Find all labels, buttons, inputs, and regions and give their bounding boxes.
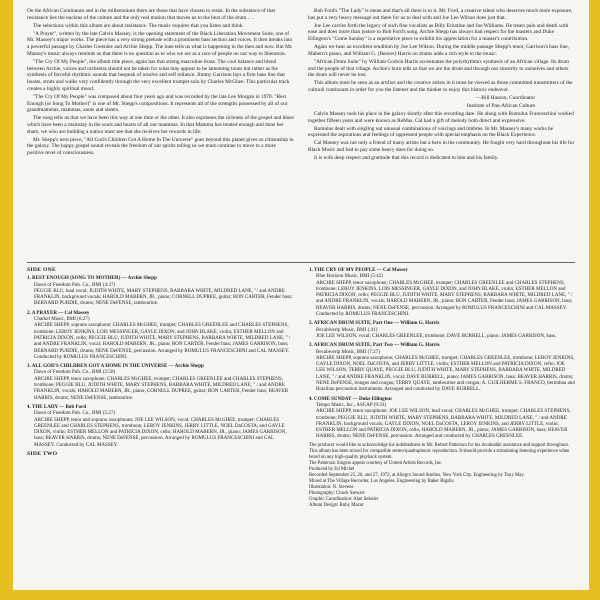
track-entry bbox=[27, 310, 293, 360]
liner-paragraph: Joe Lee carries forth the legacy of such fine vocalists as Billy Eckstine and Joe Williams. He treats pain and death with ease and does more than justice to Bob Ford's song. Archie Shepp has always had respect for the masters and Duke Ellington's "Come Sunday" is a superlative piece to exhibit his appreciation for a master's contribution. bbox=[308, 22, 569, 43]
signature-org: Institute of Pan-African Culture bbox=[466, 102, 535, 109]
track-entry bbox=[309, 267, 575, 317]
track-credits bbox=[27, 267, 575, 585]
track-entry bbox=[309, 342, 575, 392]
liner-paragraph: Bob Ford's "The Lady" is mean and that's all there is to it. Mr. Ford, a creative talent who deserves much more exposure, has put a very heavy message out there for us to deal with and Joe Lee Wilson does just that. bbox=[308, 8, 573, 21]
liner-paragraph: "The Cry Of My People" was composed about four years ago and was recorded by the late Lee Morgan in 1970. "Rest Enough (or Song To Mother)" is one of Mr. Shepp's compositions. It represents all of the strengths possessed by all of our grandmammas, mammas, aunts and sisters. bbox=[27, 93, 288, 114]
liner-paragraph: This album must be seen as an artifact and the creative artists in it must be viewed as those committed transmitters of the cultural continuum in order for you the listener and the thinker to enjoy this historic endeavor. bbox=[308, 80, 573, 93]
track-publisher: Dawn of Freedom Pub. Co., BMI (2:58) bbox=[34, 369, 116, 376]
liner-paragraph: On the African Continuum and in the millennnium there are those that have chosen to resist. In the substance of that resistance lies the nucleus of the culture and the only real motion that moves us to the beat of the drum . . . bbox=[27, 8, 275, 21]
graphic-credit: Graphic Coordination: Alan Sekuler bbox=[309, 496, 379, 502]
liner-paragraph: "A Prayer", written by the late Calvin Massey, is the opening statement of the Black Liberation Movement Suite, one of Mr. Massey's major works. The piece has a very strong prelude with a prominent bass section and voices. It then breaks into a powerful passage by Charles Greenlee and Archie Shepp. The tune tells us what is happening in the then and now. But Mr. Massey's music always reminds us that there is no question as to who we are as a race of people on our way to liberation. bbox=[27, 30, 293, 57]
track-personnel: ARCHIE SHEPP, soprano saxophone; CHARLES McGHEE, trumpet; CHARLES GREENLEE, trombone; LEROY JENKINS, GAYLE DIXON, NOEL DaCOSTA, and JERRY LITTLE, violin; ESTHER MELLON and PATRICIA DIXON, cello; JOE LEE WILSON, TERRY QUAYE, PEGGIE BLU, JUDITH WHITE, MARY STEPHENS, BARBARA WHITE, MILDRED LANE, " / and ANDRE FRANKLIN, vocal; DAVE BURRELL, piano; JAMES GARRISON, bass; BEAVER HARRIS, drums; NENE DeFENSE, bongos and congas; TERRY QUAYE, tambourine and congas; A. GUILHERME S. FRANCO, berimbau and Brazilian percussion instruments. Arranged and conducted by DAVE BURRELL. bbox=[316, 354, 575, 393]
track-publisher: Blue Horizon Music, BMI (5:42) bbox=[316, 273, 383, 280]
liner-paragraph: Cal Massey was not only a friend of many artists but a hero in the community. He fought very hard throughout his life for Black Music and had to pay some heavy dues for doing so. bbox=[308, 140, 575, 153]
signature-name: —Bill Hasson, Coordinator bbox=[476, 94, 535, 101]
design-credit: Album Design: Ruby Mazur bbox=[309, 502, 364, 508]
track-title: 1. REST ENOUGH (SONG TO MOTHER) — Archie Shepp bbox=[27, 275, 157, 282]
mixing-credit: Mixed at The Village Recorder, Los Angeles. Engineering by Baker Bigsby. bbox=[309, 478, 455, 484]
liner-notes bbox=[27, 8, 575, 260]
track-personnel: ARCHIE SHEPP, tenor saxophone; CHARLES McGHEE, trumpet; CHARLES GREENLEE and CHARLES STEPHENS, trombone; LEROY JENKINS, LOIS MESSINGER, GAYLE DIXON, and JOHN BLAKE, violin; ESTHER MELLON and PATRICIA DIXON, cello; PEGGIE BLU, JUDITH WHITE, MARY STEPHENS, BARBARA WHITE, MILDRED LANE, " / and ANDRE FRANKLIN, vocals; HAROLD MABERN, JR., piano; RON CARTER, Fender bass; JAMES GARRISON, bass; BEAVER HARRIS, drums; NENE DeFENSE, percussion. Arranged by ROMULUS FRANCESCHINI and CAL MASSEY. Conducted by ROMULUS FRANCESCHINI. bbox=[316, 279, 573, 318]
track-entry bbox=[27, 363, 293, 401]
production-notes bbox=[309, 443, 575, 509]
liner-paragraph: "African Drum Suite" by William Godvin Harris accentuates the polyrhythmic synthesis of an African village. Its drum and the people of that village. Archie's horn tells us that we are the drum and through our sincerity to ourselves and others the drum will never be lost. bbox=[308, 58, 569, 79]
track-title: 3. AFRICAN DRUM SUITE, Part Two — William G. Harris bbox=[309, 342, 440, 349]
track-personnel: ARCHIE SHEPP, tenor saxophone; JOE LEE WILSON, lead vocal; CHARLES McGHEE, trumpet; CHARLES STEPHENS, trombone; PEGGIE BLU, JUDITH WHITE, MARY STEPHENS, BARBARA WHITE, MILDRED LANE, " / and ANDRE FRANKLIN, background vocals; GAYLE DIXON, NOEL DaCOSTA, LEROY JENKINS, and JERRY LITTLE, violin; ESTHER MELLON and PATRICIA DIXON, cello; HAROLD MABERN, JR., piano; JAMES GARRISON, bass; BEAVER HARRIS, drums; NENE DeFENSE, percussion. Arranged and conducted by CHARLES GREENLEE. bbox=[316, 408, 571, 440]
track-personnel: PEGGIE BLU, lead vocal; JUDITH WHITE, MARY STEPHENS, BARBARA WHITE, MILDRED LANE, "/ and ANDRE FRANKLIN, background vocals; HAROLD MABERN, JR., piano; CORNELL DUPREE, guitar; RON CARTER, Fender bass; BERNARD PURDIE, drums; NENE DeFENSE, tambourine. bbox=[34, 287, 293, 307]
liner-paragraph: The selections within this album are about resistance. The music requires that you listen and think. bbox=[33, 22, 244, 29]
side-one-heading: SIDE ONE bbox=[27, 267, 56, 273]
track-entry bbox=[309, 396, 575, 440]
track-publisher: Charkel Music, BMI (6:27) bbox=[34, 316, 90, 323]
producer-credit: Produced by Ed Michel bbox=[309, 466, 355, 472]
credits-note: The producer would like to acknowledge his indebtedness to Mr. Robert Patterson for his invaluable assistance and support throughout. bbox=[309, 442, 570, 448]
track-publisher: Tempo Music, Inc., ASCAP (9:33) bbox=[316, 401, 386, 408]
section-divider bbox=[27, 262, 575, 263]
track-entry bbox=[309, 320, 575, 339]
track-publisher: Becabivertp Music, BMI (7:27) bbox=[316, 348, 380, 355]
liner-paragraph: "The Cry Of My People", the album title piece, again has that strong masculine brass. The cool balance and blend between Archie, voices and orchestra should not be taken for what may appear to be lamenting tones but rather as the synthesis of forceful rhythmic sounds that bespeak of resolve and self reliance. Jimmy Garrison lays a firm bass line that boasts, struts and walks very confidently through the very excellent trumpet solo by Charles McGhee. This particular track creates a highly spiritual mood. bbox=[27, 58, 290, 92]
liner-paragraph: Calvin Massey took his place in the galaxy shortly after this recording date. He along with Romulus Franceschini worked together fifteen years and were known as ReMas. Cal had a gift of melody both direct and expressive. bbox=[308, 110, 574, 124]
track-title: 2. A PRAYER — Cal Massey bbox=[27, 309, 90, 316]
track-title: 4. THE LADY — Bob Ford bbox=[27, 403, 87, 410]
track-publisher: Becabivertp Music, BMI (:41) bbox=[316, 326, 378, 333]
track-entry bbox=[27, 404, 293, 448]
track-personnel: ARCHIE SHEPP, tenor and soprano saxophones; JOE LEE WILSON, vocal; CHARLES McGHEE, trumpet; CHARLES GREENLEE and CHARLES STEPHENS, trombone; LEROY JENKINS, JERRY LITTLE, NOEL DaCOSTA, and GAYLE DIXON, violin; ESTHER MELLON and PATRICIA DIXON, cello; HAROLD MABERN, JR., piano; JAMES GARRISON, bass; BEAVER HARRIS, drums; NENE DeFENSE, percussion. Arranged by ROMULUS FRANCESCHINI and CAL MASSEY. Conducted by CAL MASSEY. bbox=[34, 416, 287, 448]
liner-paragraph: Mr. Shepp's next piece, "All God's Children Got A Home In The Universe" goes beyond this planet gives us citizenship in the galaxy. The happy gospel sound reveals the freedom of our spirits telling us we must continue to move to a more positive level of consciousness. bbox=[27, 136, 294, 157]
track-personnel: ARCHIE SHEPP, tenor saxophone; CHARLES McGHEE, trumpet; CHARLES GREENLEE and CHARLES STEPHENS, trombone; PEGGIE BLU, JUDITH WHITE, MARY STEPHENS, BARBARA WHITE, MILDRED LANE, " / and ANDRE FRANKLIN, vocals; HAROLD MABERN, JR., piano; CORNELL DUPREE, guitar; RON CARTER, Fender bass; BEAVER HARRIS, drums; NENE DeFENSE, tambourine. bbox=[34, 375, 289, 401]
track-personnel: JOE LEE WILSON, vocal; CHARLES GREENLEE, trombone; DAVE BURRELL, piano; JAMES GARRISON, bass. bbox=[316, 332, 557, 339]
album-back-cover bbox=[13, 0, 589, 590]
side-two-heading: SIDE TWO bbox=[27, 451, 58, 458]
track-title: 4. COME SUNDAY — Duke Ellington bbox=[309, 395, 392, 402]
track-publisher: Dawn of Freedom Pub. Co., BMI (4:37) bbox=[34, 281, 116, 288]
track-title: 2. AFRICAN DRUM SUITE, Part One — William G. Harris bbox=[309, 320, 440, 327]
credits-note: The Patterson Singers appear courtesy of United Artists Records, Inc. bbox=[309, 460, 443, 466]
liner-paragraph: Romulus dealt with singling out unusual combinations of voicings and timbres. In Mr. Massey's many works he expressed the aspirations and feelings of oppressed people with special emphasis on the Black Experience. bbox=[308, 125, 554, 139]
track-publisher: Dawn of Freedom Pub. Co., BMI (5:27) bbox=[34, 410, 116, 417]
track-title: 1. THE CRY OF MY PEOPLE — Cal Massey bbox=[309, 267, 408, 273]
recording-credit: Recorded September 25, 26, and 27, 1972, at Allegro Sound Studios, New York City. Engineering by Tony May. bbox=[309, 472, 525, 478]
credits-note: This album has been mixed for compatible stereo/quadraphonic reproduction. It should provide a stimulating listening experience when heard on any high-quality playback system. bbox=[309, 448, 570, 460]
photography-credit: Photography: Chuck Stewart bbox=[309, 490, 365, 496]
illustration-credit: Illustration: N. Stevens bbox=[309, 484, 354, 490]
track-personnel: ARCHIE SHEPP, soprano saxophone; CHARLES McGHEE, trumpet; CHARLES GREENLEE and CHARLES STEPHENS, trombone; LEROY JENKINS, LOIS MESSINGER, GAYLE DIXON, and JOHN BLAKE, violin; ESTHER MELLON and PATRICIA DIXON, cello; PEGGIE BLU, JUDITH WHITE, MARY STEPHENS, BARBARA WHITE, MILDRED LANE, " / and ANDRE FRANKLIN, vocal; HAROLD MABERN, JR., piano; RON CARTER, Fender bass; JAMES GARRISON, bass; BERNARD PURDIE, drums; NENE DeFENSE, percussion. Arranged by ROMULUS FRANCESCHINI and CAL MASSEY. Conducted by ROMULUS FRANCESCHINI. bbox=[34, 322, 291, 360]
track-entry bbox=[27, 275, 293, 306]
liner-paragraph: It is with deep respect and gratitude that this record is dedicated to him and his family. bbox=[314, 154, 499, 161]
liner-paragraph: The song tells us that we have been this way at one time or the other. It also expresses the richness of the gospel and blues which have been a mainstay in the souls and hearts of all our mammas. In that Mamma has treated enough and done her share, we who are building a nation must see that she receives her rewards in life. bbox=[27, 115, 294, 135]
track-title: 3. ALL GOD'S CHILDREN GOT A HOME IN THE UNIVERSE — Archie Shepp bbox=[27, 363, 204, 370]
liner-paragraph: Again we hear an excellent rendition by Joe Lee Wilson. During the middle passage Shepp's tenor, Garrison's bass line, Mabern's piano, and William G. (Beaver) Harris on drums adds a rich style to the music. bbox=[308, 44, 570, 57]
